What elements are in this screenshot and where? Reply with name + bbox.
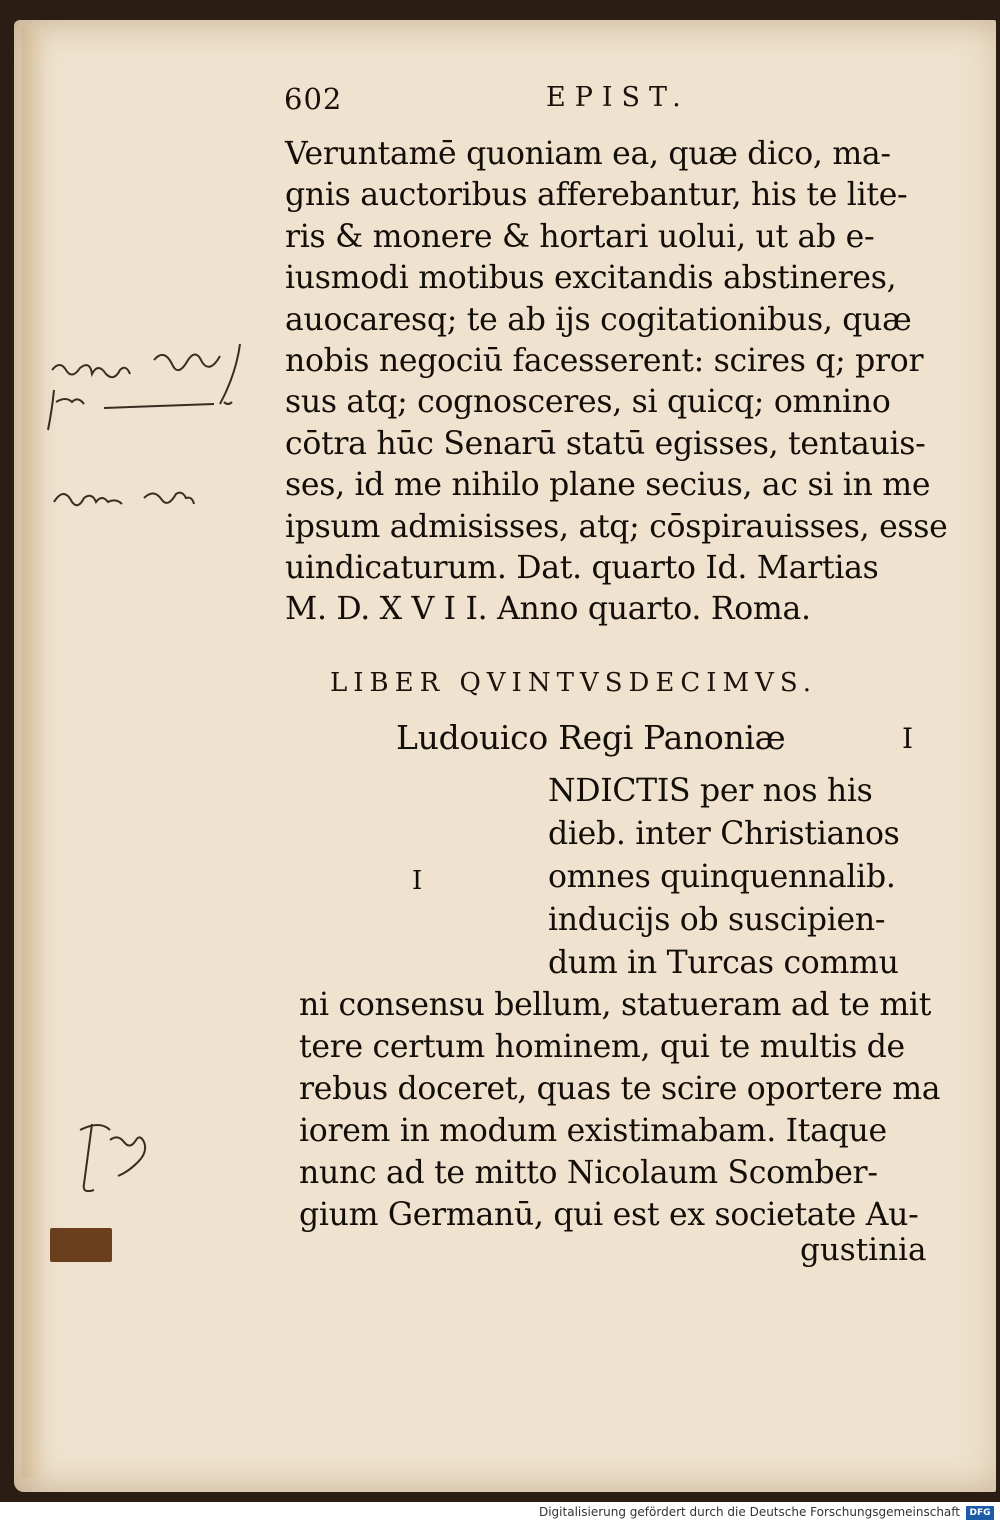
text-line: iorem in modum existimabam. Itaque xyxy=(299,1113,887,1149)
text-line: NDICTIS per nos his xyxy=(548,773,873,809)
text-line: gium Germanū, qui est ex societate Au- xyxy=(299,1197,919,1233)
handwritten-annotation xyxy=(44,330,284,530)
text-line: uindicaturum. Dat. quarto Id. Martias xyxy=(285,549,879,586)
text-line: rebus doceret, quas te scire oportere ma xyxy=(299,1071,941,1107)
text-line: ris & monere & hortari uolui, ut ab e- xyxy=(285,218,875,255)
text-line: ses, id me nihilo plane secius, ac si in me xyxy=(285,467,931,504)
text-line: dieb. inter Christianos xyxy=(548,816,900,852)
dfg-logo: DFG xyxy=(966,1506,994,1520)
page-gutter xyxy=(22,28,44,1478)
text-line: ipsum admisisses, atq; cōspirauisses, esse xyxy=(285,508,948,545)
text-line: sus atq; cognosceres, si quicq; omnino xyxy=(285,384,891,421)
page-number: 602 xyxy=(284,82,343,116)
text-line: dum in Turcas commu xyxy=(548,945,899,981)
catchword: gustinia xyxy=(800,1232,927,1268)
text-line: gnis auctoribus afferebantur, his te lite- xyxy=(285,177,908,214)
text-line: Veruntamē quoniam ea, quæ dico, ma- xyxy=(285,136,891,172)
text-line: ni consensu bellum, statueram ad te mit xyxy=(299,987,932,1023)
page-header xyxy=(284,82,924,126)
letter-number: I xyxy=(902,722,914,755)
letter-addressee: Ludouico Regi Panoniæ xyxy=(396,718,786,757)
text-line: cōtra hūc Senarū statū egisses, tentauis- xyxy=(285,425,926,462)
margin-number: I xyxy=(412,866,423,896)
digitization-footer xyxy=(0,1502,1000,1524)
running-head: EPIST. xyxy=(546,82,690,113)
text-line: iusmodi motibus excitandis abstineres, xyxy=(285,260,897,297)
text-line: auocaresq; te ab ijs cogitationibus, quæ xyxy=(285,301,912,338)
text-line: tere certum hominem, qui te multis de xyxy=(299,1029,905,1065)
text-line: nunc ad te mitto Nicolaum Scomber- xyxy=(299,1155,878,1191)
book-heading: LIBER QVINTVSDECIMVS. xyxy=(330,668,818,698)
full-text-block xyxy=(299,984,941,1236)
paper-tab-marker xyxy=(50,1228,112,1262)
text-line: M. D. X V I I. Anno quarto. Roma. xyxy=(285,591,811,628)
funding-credit: Digitalisierung gefördert durch die Deutsche Forschungsgemeinschaft xyxy=(538,1505,960,1519)
indented-text-block xyxy=(548,770,928,985)
text-line: nobis negociū facesserent: scires q; pror xyxy=(285,342,924,379)
main-text-block xyxy=(285,134,948,631)
text-line: inducijs ob suscipien- xyxy=(548,902,886,938)
text-line: omnes quinquennalib. xyxy=(548,859,896,895)
handwritten-annotation xyxy=(70,1110,160,1200)
